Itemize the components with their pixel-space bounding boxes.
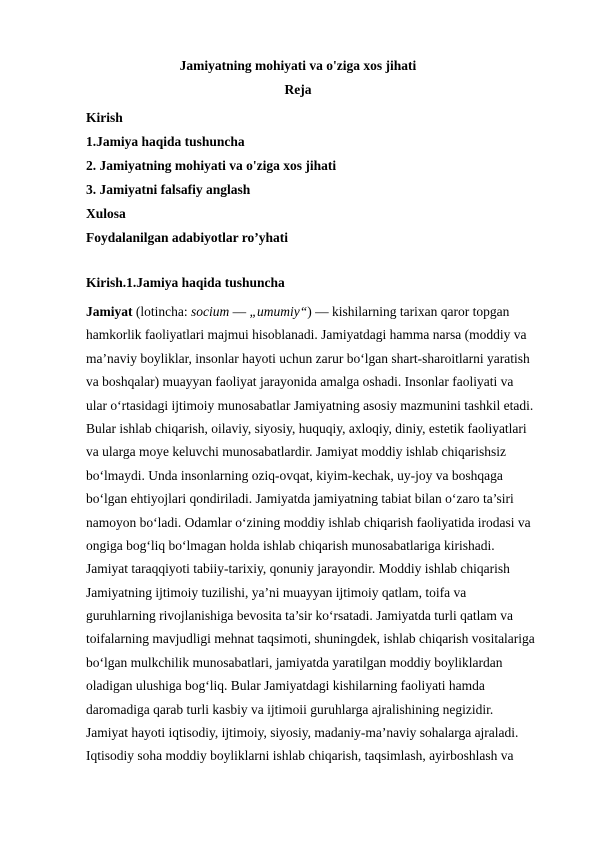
body-line: Jamiyatning ijtimoiy tuzilishi, ya’ni muayyan ijtimoiy qatlam, toifa va [86,584,467,600]
body-line: bo‘lgan mulkchilik munosabatlari, jamiyatda yaratilgan moddiy boyliklardan [86,654,503,670]
body-line: oladigan ulushiga bog‘liq. Bular Jamiyatdagi kishilarning faoliyati hamda [86,678,485,694]
body-line: guruhlarning rivojlanishiga bevosita ta’sir ko‘rsatadi. Jamiyatda turli qatlam va [86,608,514,624]
body-line: va ularga moye keluvchi munosabatlardir. Jamiyat moddiy ishlab chiqarishsiz [86,444,507,460]
body-line: bo‘lgan ehtiyojlari qondiriladi. Jamiyatda jamiyatning tabiat bilan o‘zaro ta’siri [86,491,514,507]
body-line: namoyon bo‘ladi. Odamlar o‘zining moddiy ishlab chiqarish faoliyatida irodasi va [86,514,531,530]
translation: „umumiy“ [249,304,308,319]
plan-item: Foydalanilgan adabiyotlar ro’yhati [86,230,289,245]
body-line-first [86,300,566,323]
plan-item: Xulosa [86,206,126,221]
plan-item: 1.Jamiya haqida tushuncha [86,134,245,149]
body-line: Jamiyat taraqqiyoti tabiiy-tarixiy, qonuniy jarayondir. Moddiy ishlab chiqarish [86,561,510,577]
plan-item: Kirish [86,110,123,125]
first-line-rest: ) — kishilarning tarixan qaror topgan [307,304,510,319]
body-line: Jamiyat hayoti iqtisodiy, ijtimoiy, siyosiy, madaniy-ma’naviy sohalarga ajraladi. [86,725,519,741]
body-line: ongiga bog‘liq bo‘lmagan holda ishlab chiqarish munosabatlariga kirishadi. [86,537,495,553]
plan-item: 2. Jamiyatning mohiyati va o'ziga xos jihati [86,158,337,173]
body-line: ular o‘rtasidagi ijtimoiy munosabatlar Jamiyatning asosiy mazmunini tashkil etadi. [86,397,534,413]
section-heading: Kirish.1.Jamiya haqida tushuncha [86,275,285,290]
body-line: va boshqalar) muayyan faoliyat jarayonida amalga oshadi. Insonlar faoliyati va [86,374,514,390]
body-line: Iqtisodiy soha moddiy boyliklarni ishlab chiqarish, taqsimlash, ayirboshlash va [86,748,514,764]
plan-item: 3. Jamiyatni falsafiy anglash [86,182,251,197]
body-line: Bular ishlab chiqarish, oilaviy, siyosiy, huquqiy, axloqiy, diniy, estetik faoliyatlari [86,420,527,436]
body-line: toifalarning mavjudligi mehnat taqsimoti, shuningdek, ishlab chiqarish vositalariga [86,631,535,647]
body-line: hamkorlik faoliyatlari majmui hisoblanadi. Jamiyatdagi hamma narsa (moddiy va [86,327,527,343]
body-text [86,300,566,768]
latin-word: socium [190,304,230,319]
body-line: bo‘lmaydi. Unda insonlarning oziq-ovqat, kiyim-kechak, uy-joy va boshqaga [86,467,503,483]
document-title: Jamiyatning mohiyati va o'ziga xos jihati [179,58,417,73]
term-jamiyat: Jamiyat [86,304,133,319]
body-line: ma’naviy boyliklar, insonlar hayoti uchun zarur bo‘lgan shart-sharoitlarni yaratish [86,350,530,366]
dash: — [229,304,250,319]
plan-list [86,106,336,250]
paren-open: (lotincha: [132,304,191,319]
plan-heading: Reja [284,82,312,97]
body-line: daromadiga qarab turli kasbiy va ijtimoii guruhlarga ajralishining negizidir. [86,701,494,717]
